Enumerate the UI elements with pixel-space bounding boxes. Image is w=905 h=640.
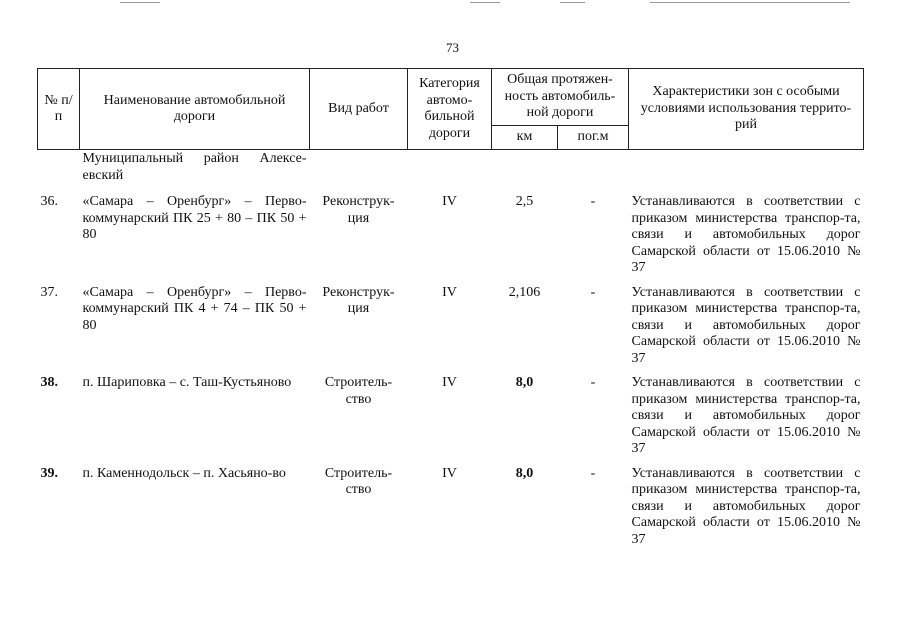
work-type: Строитель-ство — [324, 375, 393, 407]
header-num: № п/п — [38, 69, 80, 150]
district-name: Муниципальный район Алексе-евский — [82, 151, 307, 183]
header-km: км — [492, 126, 558, 150]
length-km: 8,0 — [515, 375, 534, 390]
road-name: «Самара – Оренбург» – Перво-коммунарский ПК 4 + 74 – ПК 50 + 80 — [82, 284, 307, 333]
table-row — [38, 277, 864, 368]
zone-characteristics: Устанавливаются в соответствии с приказом министерства транспор-та, связи и автомобильных дорог Самарской области от 15.06.2010 № 37 — [631, 194, 861, 275]
length-pogm: - — [590, 375, 596, 390]
scan-edge-line — [120, 2, 160, 3]
header-pogm: пог.м — [558, 126, 629, 150]
page-number: 73 — [446, 40, 459, 55]
road-category: IV — [442, 284, 457, 300]
length-km: 2,5 — [515, 194, 534, 209]
zone-characteristics: Устанавливаются в соответствии с приказом министерства транспор-та, связи и автомобильных дорог Самарской области от 15.06.2010 № 37 — [631, 284, 861, 366]
road-category: IV — [442, 194, 457, 209]
work-type: Реконструк-ция — [322, 284, 395, 316]
work-type: Строитель-ство — [324, 465, 393, 497]
table-row — [38, 458, 864, 549]
row-number: 37. — [40, 284, 58, 300]
road-name: п. Каменнодольск – п. Хасьяно-во — [82, 465, 286, 481]
length-km: 2,106 — [508, 284, 541, 300]
scan-edge-line — [650, 2, 850, 3]
table-row — [38, 367, 864, 458]
table-row — [38, 186, 864, 277]
zone-characteristics: Устанавливаются в соответствии с приказом министерства транспор-та, связи и автомобильных дорог Самарской области от 15.06.2010 № 37 — [631, 465, 861, 547]
length-pogm: - — [590, 194, 596, 209]
header-zone-characteristics: Характеристики зон с особыми условиями использования террито-рий — [629, 69, 864, 150]
zone-characteristics: Устанавливаются в соответствии с приказом министерства транспор-та, связи и автомобильных дорог Самарской области от 15.06.2010 № 37 — [631, 375, 861, 456]
header-road-name: Наименование автомобильной дороги — [80, 69, 310, 150]
header-work-type: Вид работ — [310, 69, 408, 150]
roads-table — [37, 68, 864, 548]
row-number: 39. — [40, 465, 58, 481]
road-name: «Самара – Оренбург» – Перво-коммунарский ПК 25 + 80 – ПК 50 + 80 — [82, 194, 307, 242]
work-type: Реконструк-ция — [322, 194, 395, 226]
district-row — [38, 150, 864, 187]
road-category: IV — [442, 375, 457, 390]
scan-edge-line — [470, 2, 500, 3]
scan-edge-line — [560, 2, 585, 3]
length-km: 8,0 — [515, 465, 534, 481]
row-number: 36. — [40, 194, 58, 209]
row-number: 38. — [40, 375, 58, 390]
header-total-length: Общая протяжен-ность автомобиль-ной дороги — [492, 69, 629, 126]
length-pogm: - — [590, 465, 596, 481]
road-name: п. Шариповка – с. Таш-Кустьяново — [82, 375, 292, 390]
length-pogm: - — [590, 284, 596, 300]
header-category: Категория автомо-бильной дороги — [408, 69, 492, 150]
road-category: IV — [442, 465, 457, 481]
